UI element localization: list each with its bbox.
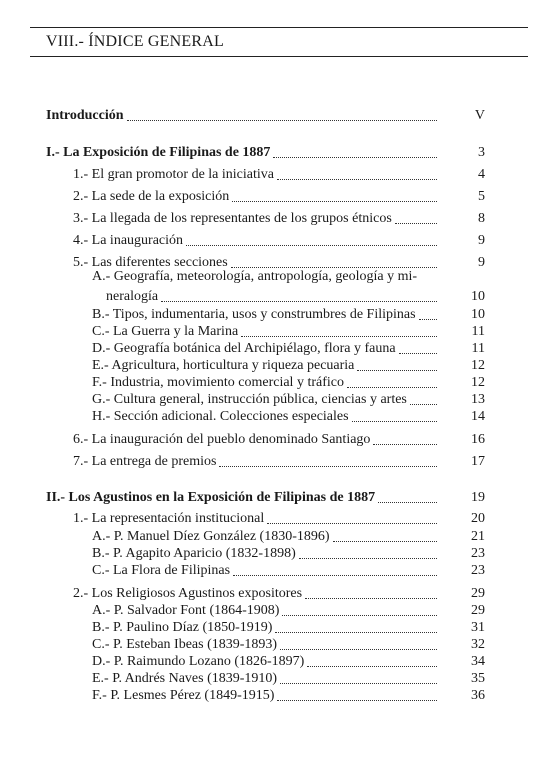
toc-entry-title: A.- Geografía, meteorología, antropología, geología y mi- xyxy=(92,269,418,284)
toc-entry xyxy=(46,108,124,124)
toc-leader-dots xyxy=(410,404,437,405)
toc-entry-title: 7.- La entrega de premios xyxy=(73,454,217,469)
toc-entry xyxy=(92,409,349,425)
toc-entry xyxy=(92,654,304,670)
toc-page-number: 19 xyxy=(471,490,485,505)
toc-leader-dots xyxy=(186,245,437,246)
page-header-title: VIII.- ÍNDICE GENERAL xyxy=(46,33,224,50)
toc-leader-dots xyxy=(232,201,437,202)
toc-leader-dots xyxy=(333,541,437,542)
toc-page-number: 36 xyxy=(471,688,485,703)
toc-page-number: 9 xyxy=(478,233,485,248)
toc-entry-title: H.- Sección adicional. Colecciones especiales xyxy=(92,409,349,424)
toc-page-number: 10 xyxy=(471,289,485,304)
toc-page-number: 11 xyxy=(471,324,485,339)
toc-entry-title: 2.- La sede de la exposición xyxy=(73,189,230,204)
toc-entry-title: B.- P. Agapito Aparicio (1832-1898) xyxy=(92,546,296,561)
toc-entry-title: E.- P. Andrés Naves (1839-1910) xyxy=(92,671,278,686)
toc-entry-title: 3.- La llegada de los representantes de los grupos étnicos xyxy=(73,211,392,226)
toc-page-number: 21 xyxy=(471,529,485,544)
toc-page-number: 29 xyxy=(471,586,485,601)
toc-page-number: 17 xyxy=(471,454,485,469)
toc-entry xyxy=(106,289,158,305)
toc-entry xyxy=(92,620,272,636)
toc-entry-title: 6.- La inauguración del pueblo denominado Santiago xyxy=(73,432,371,447)
toc-leader-dots xyxy=(219,466,437,467)
top-rule xyxy=(30,27,528,28)
toc-entry xyxy=(92,637,277,653)
toc-entry xyxy=(92,563,230,579)
toc-entry xyxy=(73,167,274,183)
toc-leader-dots xyxy=(275,632,437,633)
toc-leader-dots xyxy=(277,700,437,701)
toc-leader-dots xyxy=(419,319,437,320)
toc-entry-title: D.- Geografía botánica del Archipiélago, flora y fauna xyxy=(92,341,396,356)
toc-leader-dots xyxy=(399,353,437,354)
toc-leader-dots xyxy=(347,387,437,388)
toc-entry xyxy=(92,671,277,687)
toc-entry-title: G.- Cultura general, instrucción pública, ciencias y artes xyxy=(92,392,407,407)
toc-leader-dots xyxy=(357,370,437,371)
toc-entry-title: F.- P. Lesmes Pérez (1849-1915) xyxy=(92,688,275,703)
toc-page-number: 12 xyxy=(471,358,485,373)
toc-page-number: 4 xyxy=(478,167,485,182)
toc-page-number: 20 xyxy=(471,511,485,526)
toc-entry-title: E.- Agricultura, horticultura y riqueza pecuaria xyxy=(92,358,355,373)
toc-leader-dots xyxy=(267,523,437,524)
toc-entry xyxy=(92,688,274,704)
toc-entry-title: neralogía xyxy=(106,289,159,304)
toc-leader-dots xyxy=(231,267,437,268)
toc-entry xyxy=(73,432,370,448)
toc-entry-title: C.- P. Esteban Ibeas (1839-1893) xyxy=(92,637,278,652)
toc-entry xyxy=(92,307,416,323)
toc-leader-dots xyxy=(282,615,437,616)
toc-entry-title: C.- La Guerra y la Marina xyxy=(92,324,239,339)
toc-leader-dots xyxy=(378,502,437,503)
toc-entry-title: 5.- Las diferentes secciones xyxy=(73,255,228,270)
toc-entry xyxy=(46,145,270,161)
toc-page-number: 5 xyxy=(478,189,485,204)
toc-leader-dots xyxy=(233,575,437,576)
toc-entry-title: C.- La Flora de Filipinas xyxy=(92,563,231,578)
toc-page-number: 14 xyxy=(471,409,485,424)
toc-leader-dots xyxy=(277,179,437,180)
toc-entry xyxy=(46,490,375,506)
toc-entry-title: I.- La Exposición de Filipinas de 1887 xyxy=(46,145,271,160)
toc-page-number: 29 xyxy=(471,603,485,618)
toc-leader-dots xyxy=(299,558,437,559)
toc-page-number: 13 xyxy=(471,392,485,407)
toc-leader-dots xyxy=(307,666,437,667)
toc-leader-dots xyxy=(395,223,437,224)
toc-entry xyxy=(92,603,279,619)
toc-entry-title: A.- P. Salvador Font (1864-1908) xyxy=(92,603,280,618)
toc-entry xyxy=(92,375,344,391)
toc-page-number: V xyxy=(474,108,485,123)
toc-page-number: 3 xyxy=(478,145,485,160)
toc-entry-title: 1.- El gran promotor de la iniciativa xyxy=(73,167,274,182)
toc-page-number: 31 xyxy=(471,620,485,635)
toc-entry-title: B.- Tipos, indumentaria, usos y construmbres de Filipinas xyxy=(92,307,416,322)
toc-page-number: 32 xyxy=(471,637,485,652)
toc-entry xyxy=(73,211,392,227)
toc-leader-dots xyxy=(273,157,437,158)
toc-entry xyxy=(92,392,407,408)
toc-entry-title: B.- P. Paulino Díaz (1850-1919) xyxy=(92,620,273,635)
toc-leader-dots xyxy=(352,421,437,422)
toc-entry-title: Introducción xyxy=(46,108,124,123)
toc-leader-dots xyxy=(241,336,437,337)
toc-page-number: 34 xyxy=(471,654,485,669)
toc-entry-title: 4.- La inauguración xyxy=(73,233,184,248)
toc-page-number: 23 xyxy=(471,546,485,561)
toc-page-number: 10 xyxy=(471,307,485,322)
toc-entry xyxy=(92,546,296,562)
toc-leader-dots xyxy=(280,649,437,650)
toc-page-number: 35 xyxy=(471,671,485,686)
toc-entry-title: II.- Los Agustinos en la Exposición de Filipinas de 1887 xyxy=(46,490,376,505)
toc-entry xyxy=(92,358,354,374)
toc-entry-title: D.- P. Raimundo Lozano (1826-1897) xyxy=(92,654,305,669)
header-underline xyxy=(30,56,528,57)
toc-entry xyxy=(73,454,216,470)
toc-leader-dots xyxy=(305,598,437,599)
toc-entry xyxy=(73,233,183,249)
toc-entry xyxy=(73,511,264,527)
toc-entry-title: 1.- La representación institucional xyxy=(73,511,265,526)
toc-page-number: 23 xyxy=(471,563,485,578)
toc-entry-title: F.- Industria, movimiento comercial y tráfico xyxy=(92,375,344,390)
toc-entry xyxy=(73,586,302,602)
toc-leader-dots xyxy=(373,444,437,445)
toc-entry xyxy=(73,189,229,205)
toc-leader-dots xyxy=(127,120,437,121)
toc-page-number: 8 xyxy=(478,211,485,226)
toc-entry xyxy=(92,529,330,545)
toc-entry-title: 2.- Los Religiosos Agustinos expositores xyxy=(73,586,303,601)
toc-page-number: 12 xyxy=(471,375,485,390)
toc-entry-title: A.- P. Manuel Díez González (1830-1896) xyxy=(92,529,330,544)
toc-entry xyxy=(92,269,417,285)
toc-page-number: 11 xyxy=(471,341,485,356)
toc-leader-dots xyxy=(280,683,437,684)
toc-page-number: 16 xyxy=(471,432,485,447)
toc-entry xyxy=(92,324,238,340)
toc-page-number: 9 xyxy=(478,255,485,270)
toc-entry xyxy=(92,341,396,357)
toc-leader-dots xyxy=(161,301,437,302)
